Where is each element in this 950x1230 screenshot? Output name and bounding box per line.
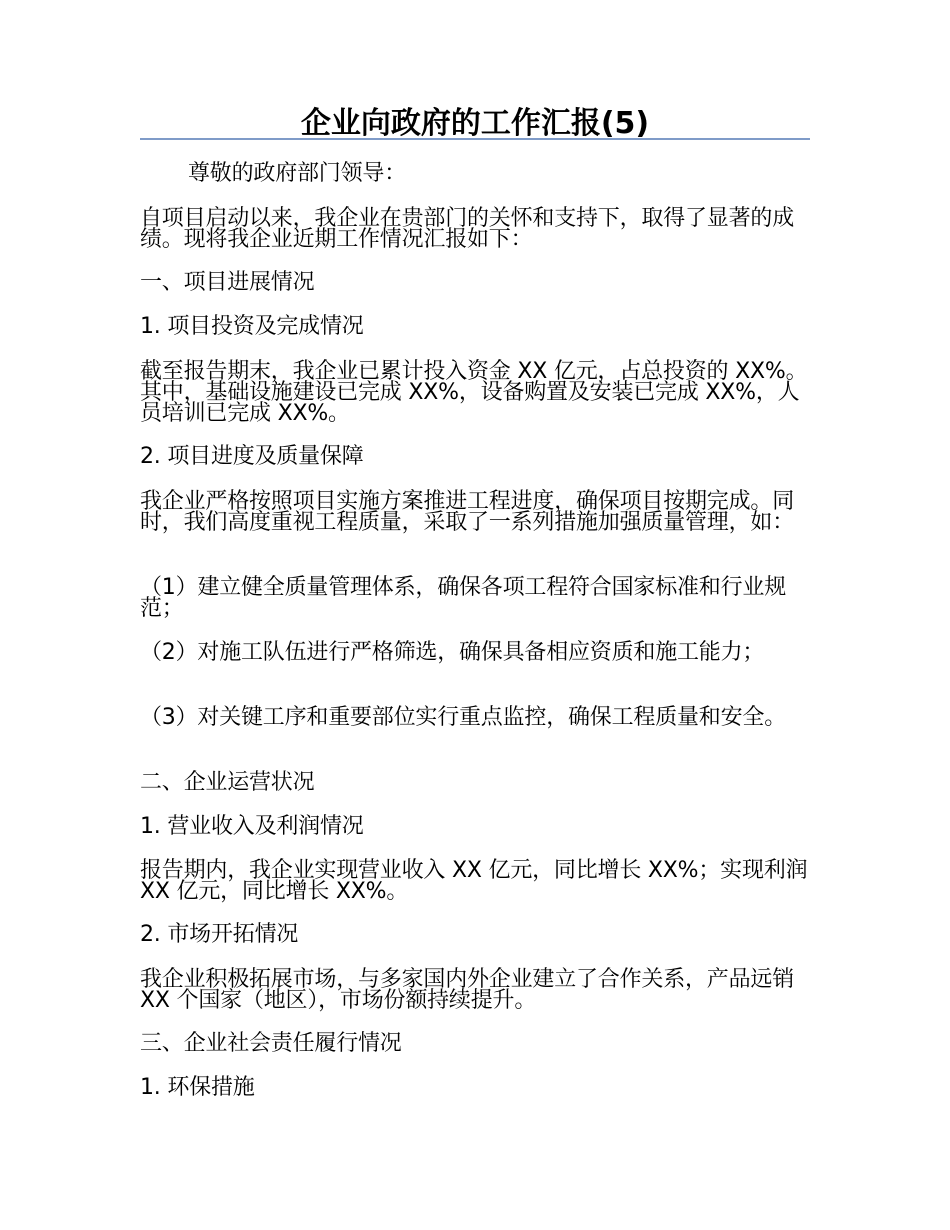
list-item-3: （3）对关键工序和重要部位实行重点监控，确保工程质量和安全。: [140, 705, 786, 730]
section2-sub1-heading: 1. 营业收入及利润情况: [140, 814, 364, 839]
list-item-2: （2）对施工队伍进行严格筛选，确保具备相应资质和施工能力；: [140, 640, 765, 665]
section3-sub1-heading: 1. 环保措施: [140, 1075, 255, 1100]
intro-paragraph: 自项目启动以来，我企业在贵部门的关怀和支持下，取得了显著的成绩。现将我企业近期工作情况汇报如下：: [140, 206, 795, 252]
list-item-1: （1）建立健全质量管理体系，确保各项工程符合国家标准和行业规范；: [140, 575, 786, 621]
section2-heading: 二、企业运营状况: [140, 770, 315, 795]
section1-sub2-heading: 2. 项目进度及质量保障: [140, 444, 364, 469]
section3-heading: 三、企业社会责任履行情况: [140, 1031, 402, 1056]
document-title: 企业向政府的工作汇报(5): [300, 106, 650, 141]
title-underline: [140, 138, 810, 140]
section1-sub1-body: 截至报告期末，我企业已累计投入资金 XX 亿元，占总投资的 XX%。其中，基础设施建设已完成 XX%，设备购置及安装已完成 XX%，人员培训已完成 XX%。: [140, 359, 808, 426]
salutation: 尊敬的政府部门领导：: [188, 161, 407, 186]
section2-sub2-body: 我企业积极拓展市场，与多家国内外企业建立了合作关系，产品远销 XX 个国家（地区），市场份额持续提升。: [140, 967, 795, 1013]
section1-heading: 一、项目进展情况: [140, 270, 315, 295]
section2-sub2-heading: 2. 市场开拓情况: [140, 922, 299, 947]
section2-sub1-body: 报告期内，我企业实现营业收入 XX 亿元，同比增长 XX%；实现利润 XX 亿元，同比增长 XX%。: [140, 858, 808, 904]
section1-sub1-heading: 1. 项目投资及完成情况: [140, 314, 364, 339]
section1-sub2-body: 我企业严格按照项目实施方案推进工程进度，确保项目按期完成。同时，我们高度重视工程质量，采取了一系列措施加强质量管理，如：: [140, 489, 795, 535]
